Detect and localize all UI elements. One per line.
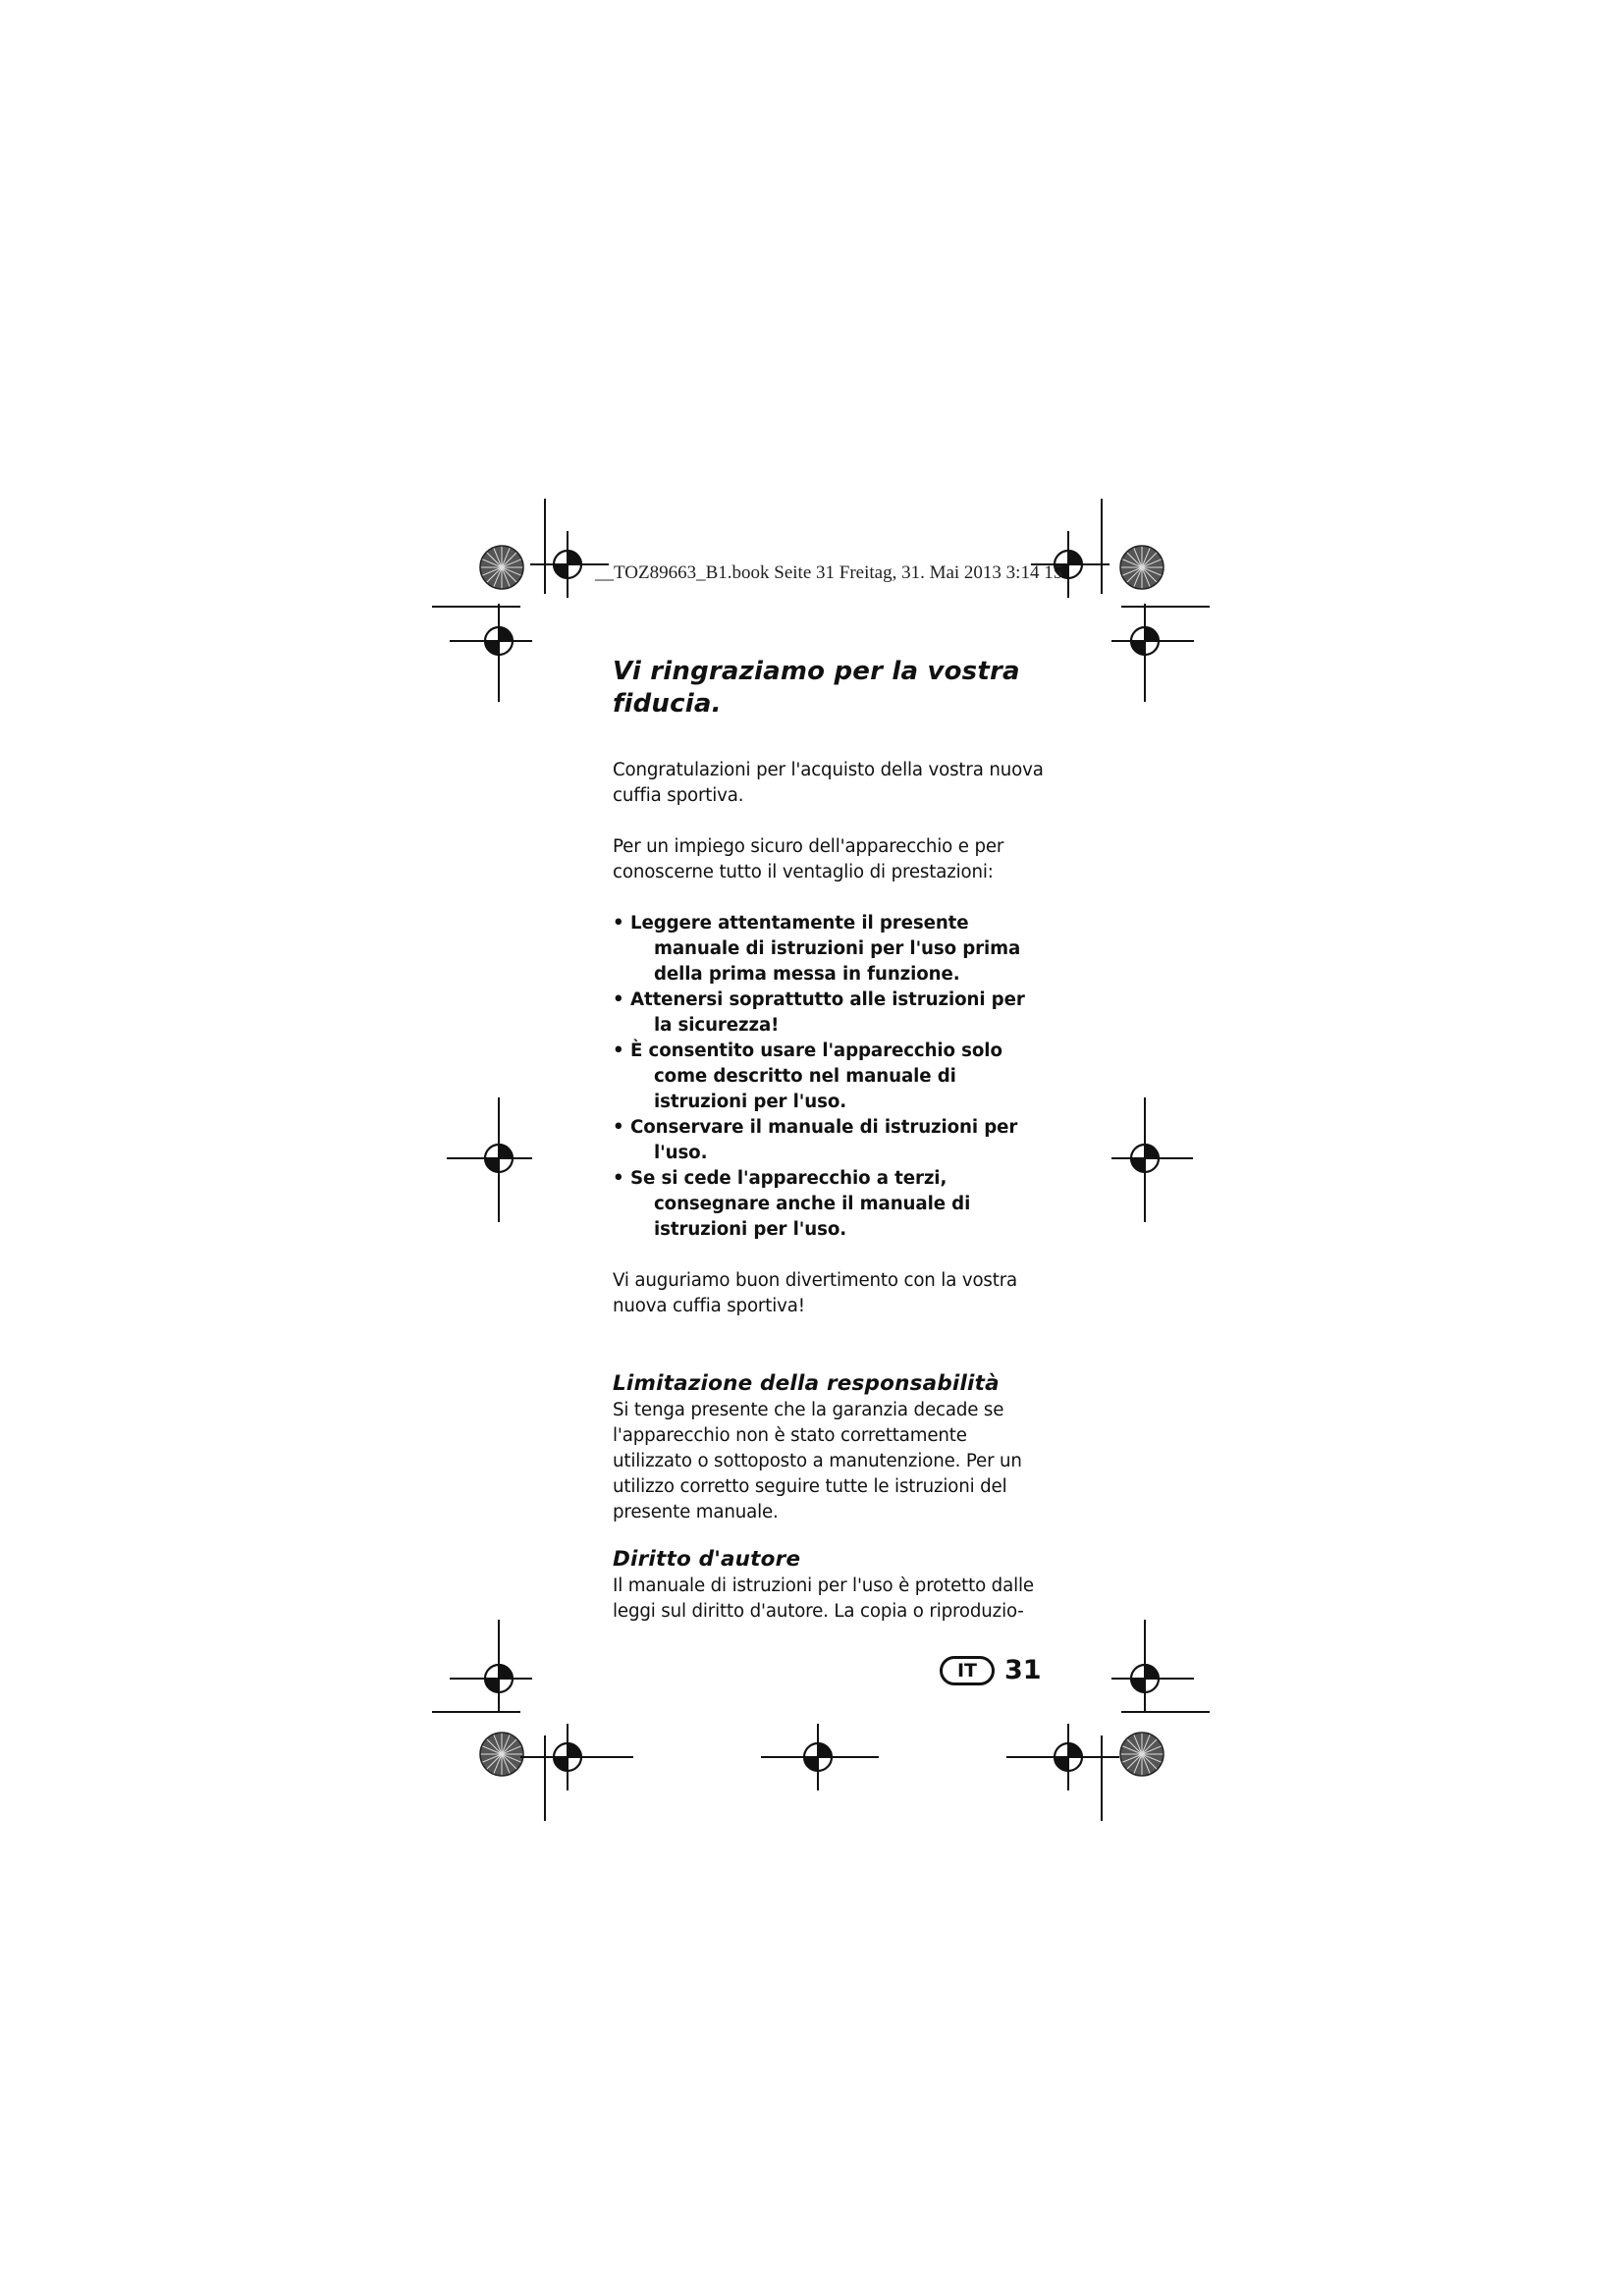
section-liability — [613, 1370, 1045, 1525]
print-slug: __TOZ89663_B1.book Seite 31 Freitag, 31. Mai 2013 3:14 15 — [595, 562, 1063, 583]
list-item: • È consentito usare l'apparecchio solo come descritto nel manuale di istruzioni per l'uso. — [613, 1041, 1002, 1112]
section-heading: Diritto d'autore — [613, 1547, 801, 1572]
intro-paragraph: Congratulazioni per l'acquisto della vostra nuova cuffia sportiva. — [613, 760, 1044, 806]
section-copyright — [613, 1546, 1045, 1625]
list-item: • Attenersi soprattutto alle istruzioni per la sicurezza! — [613, 989, 1025, 1036]
section-body: Si tenga presente che la garanzia decade se l'apparecchio non è stato correttamente utilizzato o sottoposto a manutenzione. Per un utilizzo corretto seguire tutte le istruzioni del presente manuale. — [613, 1400, 1022, 1522]
bullet-icon: • — [613, 1117, 624, 1138]
instruction-list — [613, 911, 1045, 1243]
page-number: 31 — [1004, 1655, 1042, 1685]
bullet-icon: • — [613, 1041, 624, 1061]
section-body: Il manuale di istruzioni per l'uso è protetto dalle leggi sul diritto d'autore. La copia o riproduzio- — [613, 1575, 1034, 1622]
list-item: • Conservare il manuale di istruzioni per l'uso. — [613, 1117, 1018, 1163]
section-heading: Limitazione della responsabilità — [613, 1371, 1000, 1396]
bullet-icon: • — [613, 989, 624, 1010]
intro-paragraph: Per un impiego sicuro dell'apparecchio e per conoscerne tutto il ventaglio di prestazioni: — [613, 836, 1004, 882]
page-content — [613, 656, 1045, 1625]
list-item: • Se si cede l'apparecchio a terzi, consegnare anche il manuale di istruzioni per l'uso. — [613, 1168, 971, 1240]
page-title: Vi ringraziamo per la vostra fiducia. — [613, 657, 1020, 719]
bullet-icon: • — [613, 1168, 624, 1189]
list-item: • Leggere attentamente il presente manuale di istruzioni per l'uso prima della prima messa in funzione. — [613, 913, 1021, 985]
page-footer — [940, 1654, 1042, 1687]
closing-paragraph: Vi auguriamo buon divertimento con la vostra nuova cuffia sportiva! — [613, 1270, 1018, 1316]
language-badge: IT — [940, 1656, 995, 1685]
bullet-icon: • — [613, 913, 624, 934]
